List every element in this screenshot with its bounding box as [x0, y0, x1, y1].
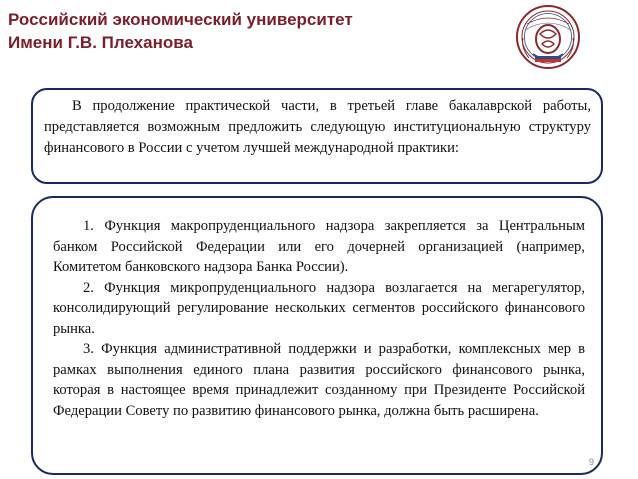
university-emblem-icon: [515, 4, 581, 70]
functions-box: [31, 196, 603, 475]
page-title: [8, 8, 353, 54]
list-item: 3. Функция административной поддержки и разработки, комплексных мер в рамках выполнения единого плана развития российского финансового рынка, которая в настоящее время принадлежит созданному при Президенте Российской Федерации Совету по развитию финансового рынка, должна быть расширена.: [53, 341, 585, 419]
list-item: 2. Функция микропруденциального надзора возлагается на мегарегулятор, консолидирующий регулирование нескольких сегментов российского финансового рынка.: [53, 279, 585, 337]
title-line-1: Российский экономический университет: [8, 10, 353, 29]
intro-paragraph: В продолжение практической части, в третьей главе бакалаврской работы, представляется возможным предложить следующую институциональную структуру финансового в России с учетом лучшей международной практики:: [44, 98, 591, 156]
list-item: 1. Функция макропруденциального надзора закрепляется за Центральным банком Российской Федерации или его дочерней организацией (например, Комитетом банковского надзора Банка России).: [53, 218, 585, 275]
intro-box: [31, 88, 603, 184]
page-number: 9: [588, 457, 594, 467]
title-line-2: Имени Г.В. Плеханова: [8, 33, 193, 52]
